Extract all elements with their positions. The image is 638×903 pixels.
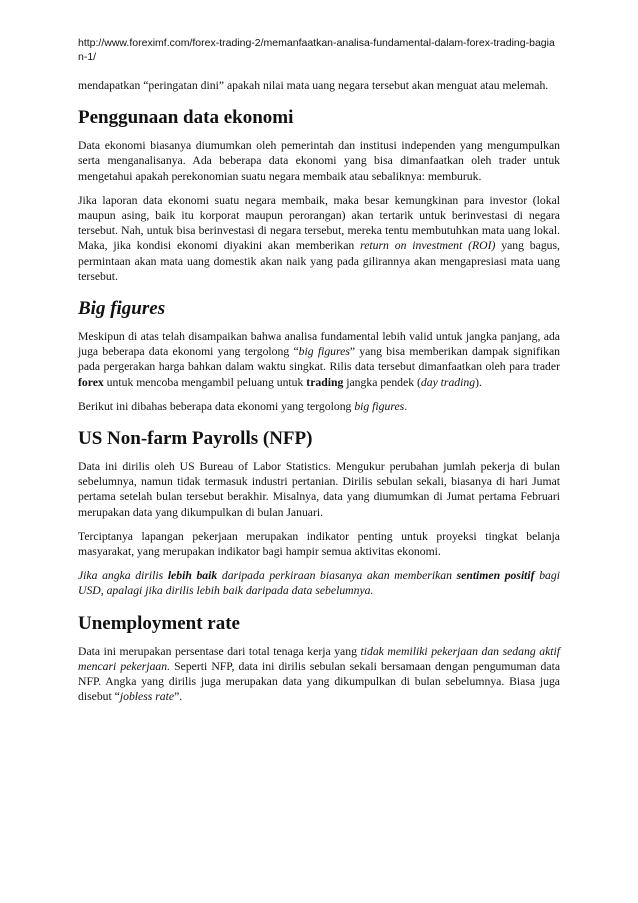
paragraph-laporan-ekonomi [78, 193, 560, 284]
heading-big-figures: Big figures [78, 298, 166, 320]
paragraph-unemployment [78, 644, 560, 705]
heading-nfp: US Non-farm Payrolls (NFP) [78, 428, 313, 450]
term-lebih-baik: lebih baik [167, 569, 218, 583]
term-day-trading: day trading [420, 375, 476, 389]
text-run: bagi USD, apalagi jika dirilis lebih baik daripada data sebelumnya. [78, 569, 560, 598]
term-big-figures: big figures [298, 345, 350, 359]
term-big-figures-2: big figures [354, 399, 405, 413]
text-run: ”. [174, 690, 183, 704]
text-run: ” yang bisa memberikan dampak signifikan pada pergerakan harga bahkan dalam waktu singkat. Rilis data tersebut dimanfaatkan oleh para trader [78, 345, 561, 374]
paragraph-nfp-release: Data ini dirilis oleh US Bureau of Labor Statistics. Mengukur perubahan jumlah pekerja di bulan sebelumnya, namun tidak termasuk industri pertanian. Dirilis sebulan sekali, biasanya di hari Jumat pertama setelah bulan tersebut berakhir. Misalnya, data yang diumumkan di Jumat pertama Februari merupakan data yang dikumpulkan di bulan Januari. [78, 460, 560, 519]
text-run: Meskipun di atas telah disampaikan bahwa analisa fundamental lebih valid untuk jangka panjang, ada juga beberapa data ekonomi yang tergolong “ [78, 330, 560, 359]
text-run: Seperti NFP, data ini dirilis sebulan sekali bersamaan dengan pengumuman data NFP. Angka yang dirilis juga merupakan data yang dikumpulkan di bulan sebelumnya. Biasa juga disebut “ [78, 659, 561, 704]
text-run: jangka pendek ( [343, 375, 421, 389]
source-url[interactable]: http://www.foreximf.com/forex-trading-2/memanfaatkan-analisa-fundamental-dalam-forex-trading-bagian-1/ [78, 37, 555, 63]
text-run: untuk mencoba mengambil peluang untuk [103, 375, 307, 389]
paragraph-nfp-indicator: Terciptanya lapangan pekerjaan merupakan indikator penting untuk proyeksi tingkat belanja masyarakat, yang merupakan indikator bagi hampir semua aktivitas ekonomi. [78, 529, 560, 559]
text-run: Data ini merupakan persentase dari total tenaga kerja yang [78, 644, 361, 658]
term-trading: trading [306, 375, 344, 389]
paragraph-berikut [78, 399, 560, 414]
text-run: Jika laporan data ekonomi suatu negara membaik, maka besar kemungkinan para investor (lokal maupun asing, baik itu korporat maupun perorangan) akan tertarik untuk berinvestasi di negara tersebut. Nah, untuk bisa berinvestasi di negara tersebut, mereka tentu membutuhkan mata uang lokal. Maka, jika kondisi ekonomi diyakini akan memberikan [78, 193, 560, 253]
paragraph-big-figures [78, 329, 560, 390]
heading-unemployment-rate: Unemployment rate [78, 612, 240, 634]
term-sentimen-positif: sentimen positif [456, 569, 535, 583]
text-run: yang bagus, permintaan akan mata uang domestik akan naik yang pada gilirannya akan mengapresiasi mata uang tersebut. [78, 239, 560, 283]
term-roi: return on investment (ROI) [360, 239, 496, 253]
term-tidak-memiliki-pekerjaan: tidak memiliki pekerjaan dan sedang aktif mencari pekerjaan. [78, 644, 561, 673]
paragraph-nfp-sentiment [78, 568, 560, 598]
text-run: Berikut ini dibahas beberapa data ekonomi yang tergolong [78, 399, 355, 413]
term-jobless-rate: jobless rate [119, 690, 175, 704]
paragraph-data-ekonomi: Data ekonomi biasanya diumumkan oleh pemerintah dan institusi independen yang mengumpulkan serta menganalisanya. Ada beberapa data ekonomi yang bisa dimanfaatkan oleh trader untuk mengetahui apakah perekonomian suatu negara membaik atau sebaliknya: memburuk. [78, 139, 560, 183]
text-run: Jika angka dirilis [78, 569, 168, 583]
text-run: daripada perkiraan biasanya akan memberikan [217, 569, 457, 583]
text-run: ). [475, 375, 482, 389]
text-run: . [404, 399, 408, 413]
heading-penggunaan-data-ekonomi: Penggunaan data ekonomi [78, 107, 294, 129]
intro-paragraph: mendapatkan “peringatan dini” apakah nilai mata uang negara tersebut akan menguat atau melemah. [78, 79, 549, 92]
term-forex: forex [78, 375, 104, 389]
